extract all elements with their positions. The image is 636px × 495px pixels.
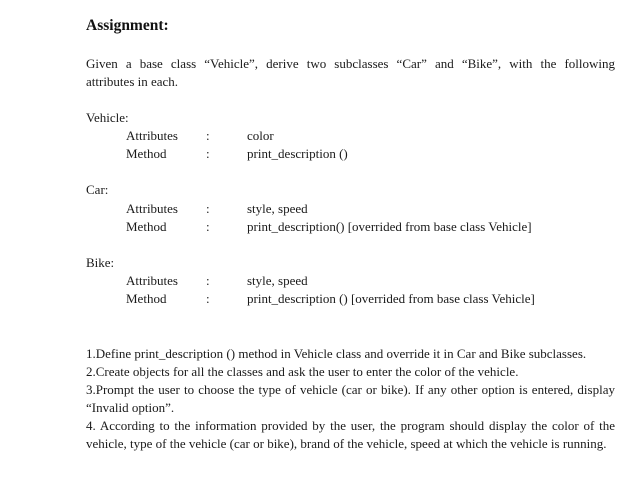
assignment-title: Assignment: <box>86 17 169 34</box>
task-list <box>86 345 615 454</box>
row-value: print_description() [overrided from base class Vehicle] <box>247 219 532 234</box>
method-row <box>86 146 626 164</box>
row-value: style, speed <box>247 201 308 216</box>
row-value: print_description () [overrided from base class Vehicle] <box>247 291 535 306</box>
row-value: print_description () <box>247 146 348 161</box>
method-row <box>86 291 626 309</box>
row-label: Attributes <box>126 201 178 216</box>
task-item-2: 2.Create objects for all the classes and ask the user to enter the color of the vehicle. <box>86 364 519 380</box>
intro-line-2: attributes in each. <box>86 74 179 89</box>
task-item-1: 1.Define print_description () method in Vehicle class and override it in Car and Bike subclasses. <box>86 346 587 361</box>
row-colon: : <box>206 128 210 143</box>
row-label: Attributes <box>126 128 178 143</box>
class-name: Vehicle: <box>86 110 129 125</box>
row-colon: : <box>206 201 210 216</box>
attributes-row <box>86 128 626 146</box>
row-colon: : <box>206 146 210 161</box>
row-colon: : <box>206 219 210 234</box>
row-colon: : <box>206 273 210 288</box>
intro-line-1: Given a base class “Vehicle”, derive two subclasses “Car” and “Bike”, with the following <box>86 56 615 71</box>
row-label: Method <box>126 291 167 306</box>
class-name: Car: <box>86 182 109 197</box>
row-value: style, speed <box>247 273 308 288</box>
row-value: color <box>247 128 274 143</box>
task-item-4: 4. According to the information provided by the user, the program should display the color of the vehicle, type of the vehicle (car or bike), brand of the vehicle, speed at which the vehicle is running. <box>86 418 615 452</box>
attributes-row <box>86 201 626 219</box>
attributes-row <box>86 273 626 291</box>
row-label: Method <box>126 146 167 161</box>
row-label: Attributes <box>126 273 178 288</box>
row-label: Method <box>126 219 167 234</box>
method-row <box>86 219 626 237</box>
task-item-3: 3.Prompt the user to choose the type of vehicle (car or bike). If any other option is entered, display “Invalid option”. <box>86 382 615 416</box>
class-name: Bike: <box>86 255 115 270</box>
row-colon: : <box>206 291 210 306</box>
intro-paragraph <box>86 55 615 91</box>
